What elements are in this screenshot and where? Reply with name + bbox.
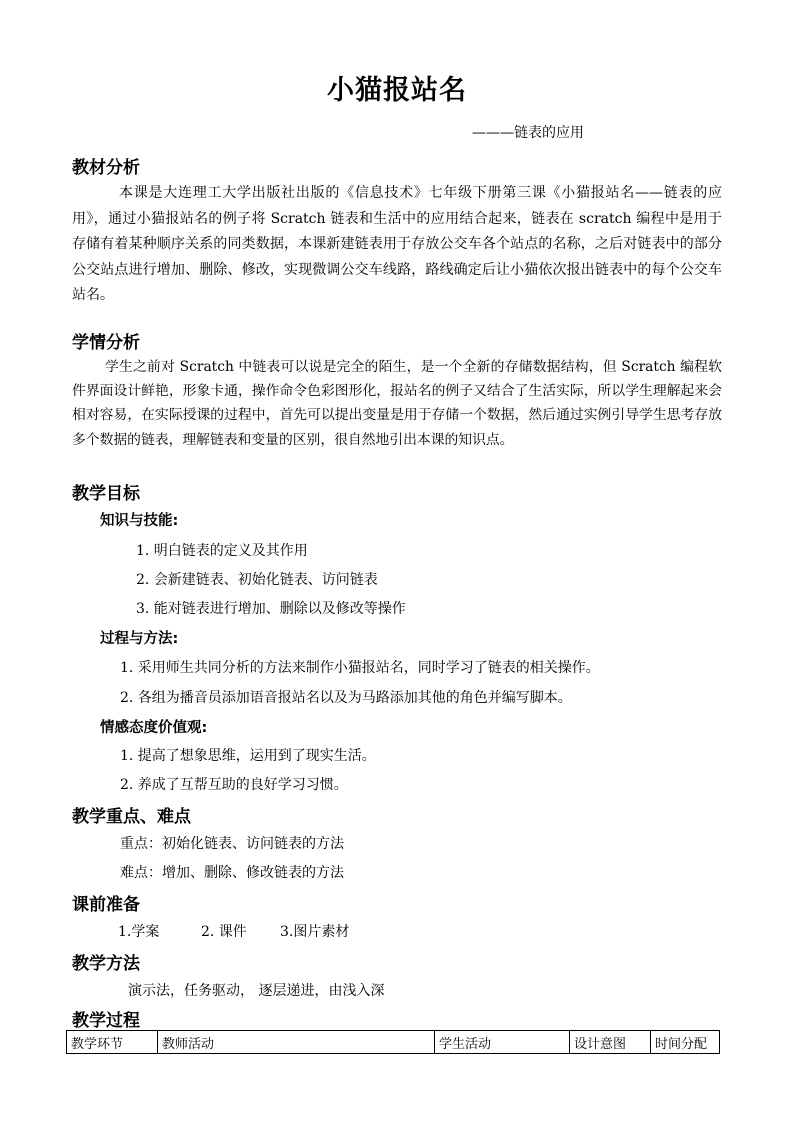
process-method-item: 2. 各组为播音员添加语音报站名以及为马路添加其他的角色并编写脚本。: [120, 690, 572, 706]
preparation-item: 2. 课件: [201, 924, 247, 940]
materials-heading: 教材分析: [72, 158, 140, 178]
table-header-row: [67, 1031, 720, 1054]
knowledge-item: 3. 能对链表进行增加、删除以及修改等操作: [136, 601, 406, 617]
preparation-heading: 课前准备: [72, 895, 140, 915]
keypoints-heading: 教学重点、难点: [72, 807, 191, 827]
important-point: 重点：初始化链表、访问链表的方法: [120, 836, 344, 852]
table-header-cell: 时间分配: [651, 1031, 720, 1054]
table-header-cell: 学生活动: [435, 1031, 570, 1054]
page-subtitle: ———链表的应用: [472, 125, 584, 141]
table-header-cell: 教师活动: [158, 1031, 435, 1054]
knowledge-subheading: 知识与技能:: [100, 513, 179, 529]
students-paragraph: 学生之前对 Scratch 中链表可以说是完全的陌生，是一个全新的存储数据结构，但 Scratch 编程软件界面设计鲜艳，形象卡通，操作命令色彩图形化，报站名的例子又结合了生活实际，所以学生理解起来会相对容易，在实际授课的过程中，首先可以提出变量是用于存储一个数据，然后通过实例引导学生思考存放多个数据的链表，理解链表和变量的区别，很自然地引出本课的知识点。: [72, 359, 722, 448]
materials-paragraph: 本课是大连理工大学出版社出版的《信息技术》七年级下册第三课《小猫报站名——链表的应用》，通过小猫报站名的例子将 Scratch 链表和生活中的应用结合起来，链表在 scratch 编程中是用于存储有着某种顺序关系的同类数据，本课新建链表用于存放公交车各个站点的名称，之后对链表中的部分公交站点进行增加、删除、修改，实现微调公交车线路，路线确定后让小猫依次报出链表中的每个公交车站名。: [72, 185, 722, 303]
knowledge-item: 1. 明白链表的定义及其作用: [136, 543, 308, 559]
preparation-item: 1.学案: [118, 924, 160, 940]
difficult-point: 难点：增加、删除、修改链表的方法: [120, 865, 344, 881]
table-header-cell: 设计意图: [570, 1031, 651, 1054]
teaching-process-heading: 教学过程: [72, 1011, 140, 1031]
page-title: 小猫报站名: [327, 75, 467, 106]
emotion-subheading: 情感态度价值观:: [100, 720, 208, 736]
methods-text: 演示法，任务驱动， 逐层递进，由浅入深: [128, 983, 385, 999]
knowledge-item: 2. 会新建链表、初始化链表、访问链表: [136, 572, 378, 588]
process-method-item: 1. 采用师生共同分析的方法来制作小猫报站名，同时学习了链表的相关操作。: [120, 660, 600, 676]
table-header-cell: 教学环节: [67, 1031, 158, 1054]
emotion-item: 1. 提高了想象思维，运用到了现实生活。: [120, 748, 376, 764]
goals-heading: 教学目标: [72, 484, 140, 504]
emotion-item: 2. 养成了互帮互助的良好学习习惯。: [120, 777, 348, 793]
students-heading: 学情分析: [72, 333, 140, 353]
methods-heading: 教学方法: [72, 954, 140, 974]
teaching-process-table: [66, 1030, 720, 1054]
process-method-subheading: 过程与方法:: [100, 631, 179, 647]
preparation-item: 3.图片素材: [280, 924, 350, 940]
